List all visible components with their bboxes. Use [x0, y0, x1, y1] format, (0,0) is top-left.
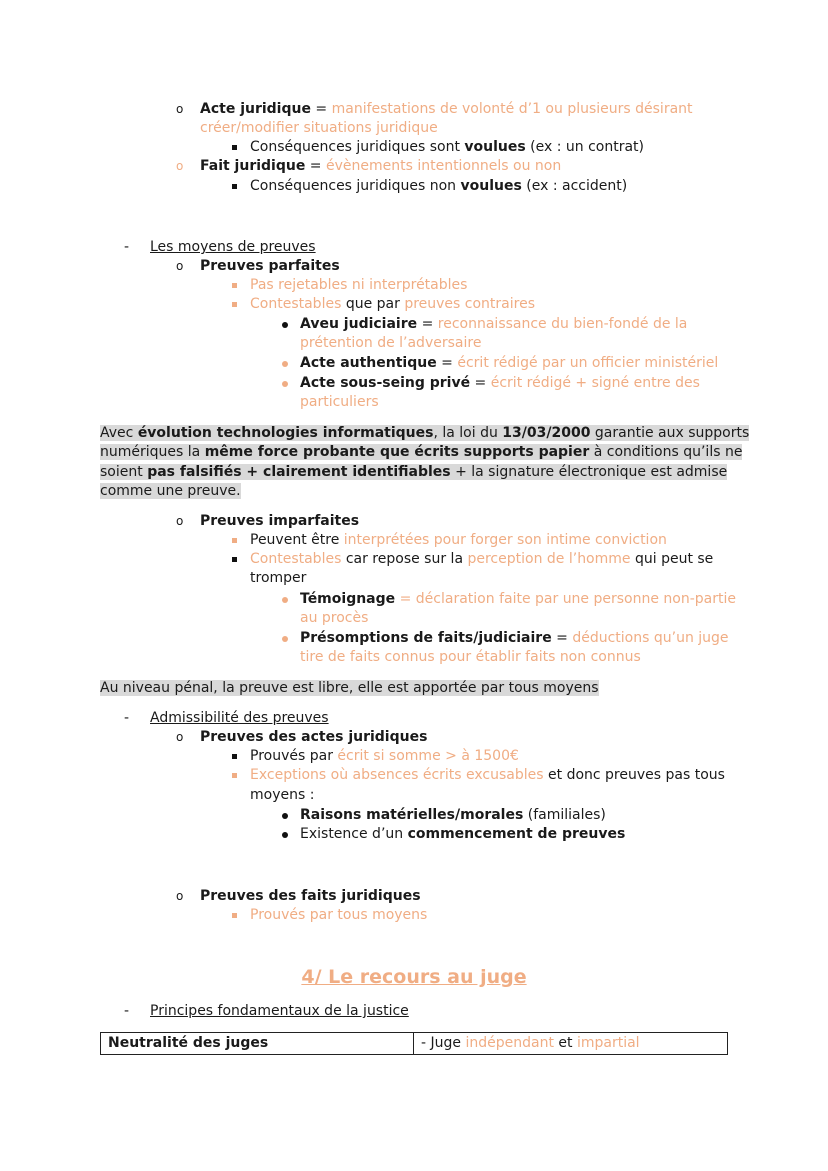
table-cell-left: Neutralité des juges — [101, 1033, 414, 1055]
imparfaites-point-1: Peuvent être interprétées pour forger son intime conviction — [250, 532, 667, 548]
presomptions-cont: tire de faits connus pour établir faits non connus — [300, 649, 641, 665]
table-row — [101, 1033, 728, 1055]
fait-juridique-label: Fait juridique — [200, 158, 306, 174]
circle-bullet-icon: o — [176, 730, 184, 744]
dash-bullet: - — [124, 710, 130, 726]
acte-juridique-label: Acte juridique — [200, 101, 311, 117]
imparfaites-point-2: Contestables car repose sur la perception de l’homme qui peut se — [250, 551, 714, 567]
table-cell-right: - Juge indépendant et impartial — [414, 1033, 728, 1055]
note-penal: Au niveau pénal, la preuve est libre, elle est apportée par tous moyens — [100, 680, 599, 696]
square-bullet-icon — [232, 754, 237, 759]
round-bullet-icon — [282, 636, 288, 642]
circle-bullet-icon: o — [176, 259, 184, 273]
principes-table — [100, 1032, 728, 1055]
actes-point-1: Prouvés par écrit si somme > à 1500€ — [250, 748, 519, 764]
round-bullet-icon — [282, 361, 288, 367]
section-heading: 4/ Le recours au juge — [301, 966, 527, 988]
aveu-judiciaire-cont: prétention de l’adversaire — [300, 335, 482, 351]
circle-bullet-icon: o — [176, 102, 184, 116]
square-bullet-icon — [232, 557, 237, 562]
square-bullet-icon — [232, 283, 237, 288]
acte-juridique-line: Acte juridique = manifestations de volonté d’1 ou plusieurs désirant — [200, 101, 693, 117]
square-bullet-icon — [232, 538, 237, 543]
presomptions-line: Présomptions de faits/judiciaire = déductions qu’un juge — [300, 630, 729, 646]
aveu-judiciaire-line: Aveu judiciaire = reconnaissance du bien-fondé de la — [300, 316, 688, 332]
acte-ssp-cont: particuliers — [300, 394, 379, 410]
note-evolution-line-1: Avec évolution technologies informatiques, la loi du 13/03/2000 garantie aux supports — [100, 425, 750, 441]
round-bullet-icon — [282, 597, 288, 603]
faits-point-1: Prouvés par tous moyens — [250, 907, 428, 923]
preuves-parfaites-title: Preuves parfaites — [200, 258, 340, 274]
imparfaites-point-2-cont: tromper — [250, 570, 307, 586]
round-bullet-icon — [282, 381, 288, 387]
square-bullet-icon — [232, 913, 237, 918]
actes-point-2: Exceptions où absences écrits excusables et donc preuves pas tous — [250, 767, 725, 783]
acte-consequences: Conséquences juridiques sont voulues (ex : un contrat) — [250, 139, 645, 155]
parfaites-point-1: Pas rejetables ni interprétables — [250, 277, 468, 293]
square-bullet-icon — [232, 773, 237, 778]
fait-juridique-line: Fait juridique = évènements intentionnels ou non — [200, 158, 562, 174]
dash-bullet: - — [124, 1003, 130, 1019]
parfaites-point-2: Contestables que par preuves contraires — [250, 296, 535, 312]
moyens-preuves-title: Les moyens de preuves — [150, 239, 316, 255]
square-bullet-icon — [232, 302, 237, 307]
temoignage-line: Témoignage = déclaration faite par une personne non-partie — [300, 591, 736, 607]
round-bullet-icon — [282, 813, 288, 819]
square-bullet-icon — [232, 184, 237, 189]
square-bullet-icon — [232, 145, 237, 150]
commencement-line: Existence d’un commencement de preuves — [300, 826, 626, 842]
round-bullet-icon — [282, 322, 288, 328]
temoignage-cont: au procès — [300, 610, 369, 626]
preuves-faits-title: Preuves des faits juridiques — [200, 888, 421, 904]
admissibilite-title: Admissibilité des preuves — [150, 710, 329, 726]
circle-bullet-icon: o — [176, 889, 184, 903]
raisons-line: Raisons matérielles/morales (familiales) — [300, 807, 606, 823]
note-evolution-line-2: numériques la même force probante que écrits supports papier à conditions qu’ils ne — [100, 444, 743, 460]
round-bullet-icon — [282, 832, 288, 838]
acte-juridique-definition-cont: créer/modifier situations juridique — [200, 120, 438, 136]
note-evolution-line-3: soient pas falsifiés + clairement identifiables + la signature électronique est admise — [100, 464, 728, 480]
fait-consequences: Conséquences juridiques non voulues (ex : accident) — [250, 178, 628, 194]
acte-authentique-line: Acte authentique = écrit rédigé par un officier ministériel — [300, 355, 719, 371]
acte-ssp-line: Acte sous-seing privé = écrit rédigé + signé entre des — [300, 375, 700, 391]
note-evolution-line-4: comme une preuve. — [100, 483, 241, 499]
actes-point-2-cont: moyens : — [250, 787, 315, 803]
acte-juridique-definition: manifestations de volonté d’1 ou plusieurs désirant — [331, 101, 693, 117]
circle-bullet-icon: o — [176, 159, 184, 173]
dash-bullet: - — [124, 239, 130, 255]
principes-title: Principes fondamentaux de la justice — [150, 1003, 409, 1019]
preuves-actes-title: Preuves des actes juridiques — [200, 729, 428, 745]
preuves-imparfaites-title: Preuves imparfaites — [200, 513, 360, 529]
circle-bullet-icon: o — [176, 514, 184, 528]
